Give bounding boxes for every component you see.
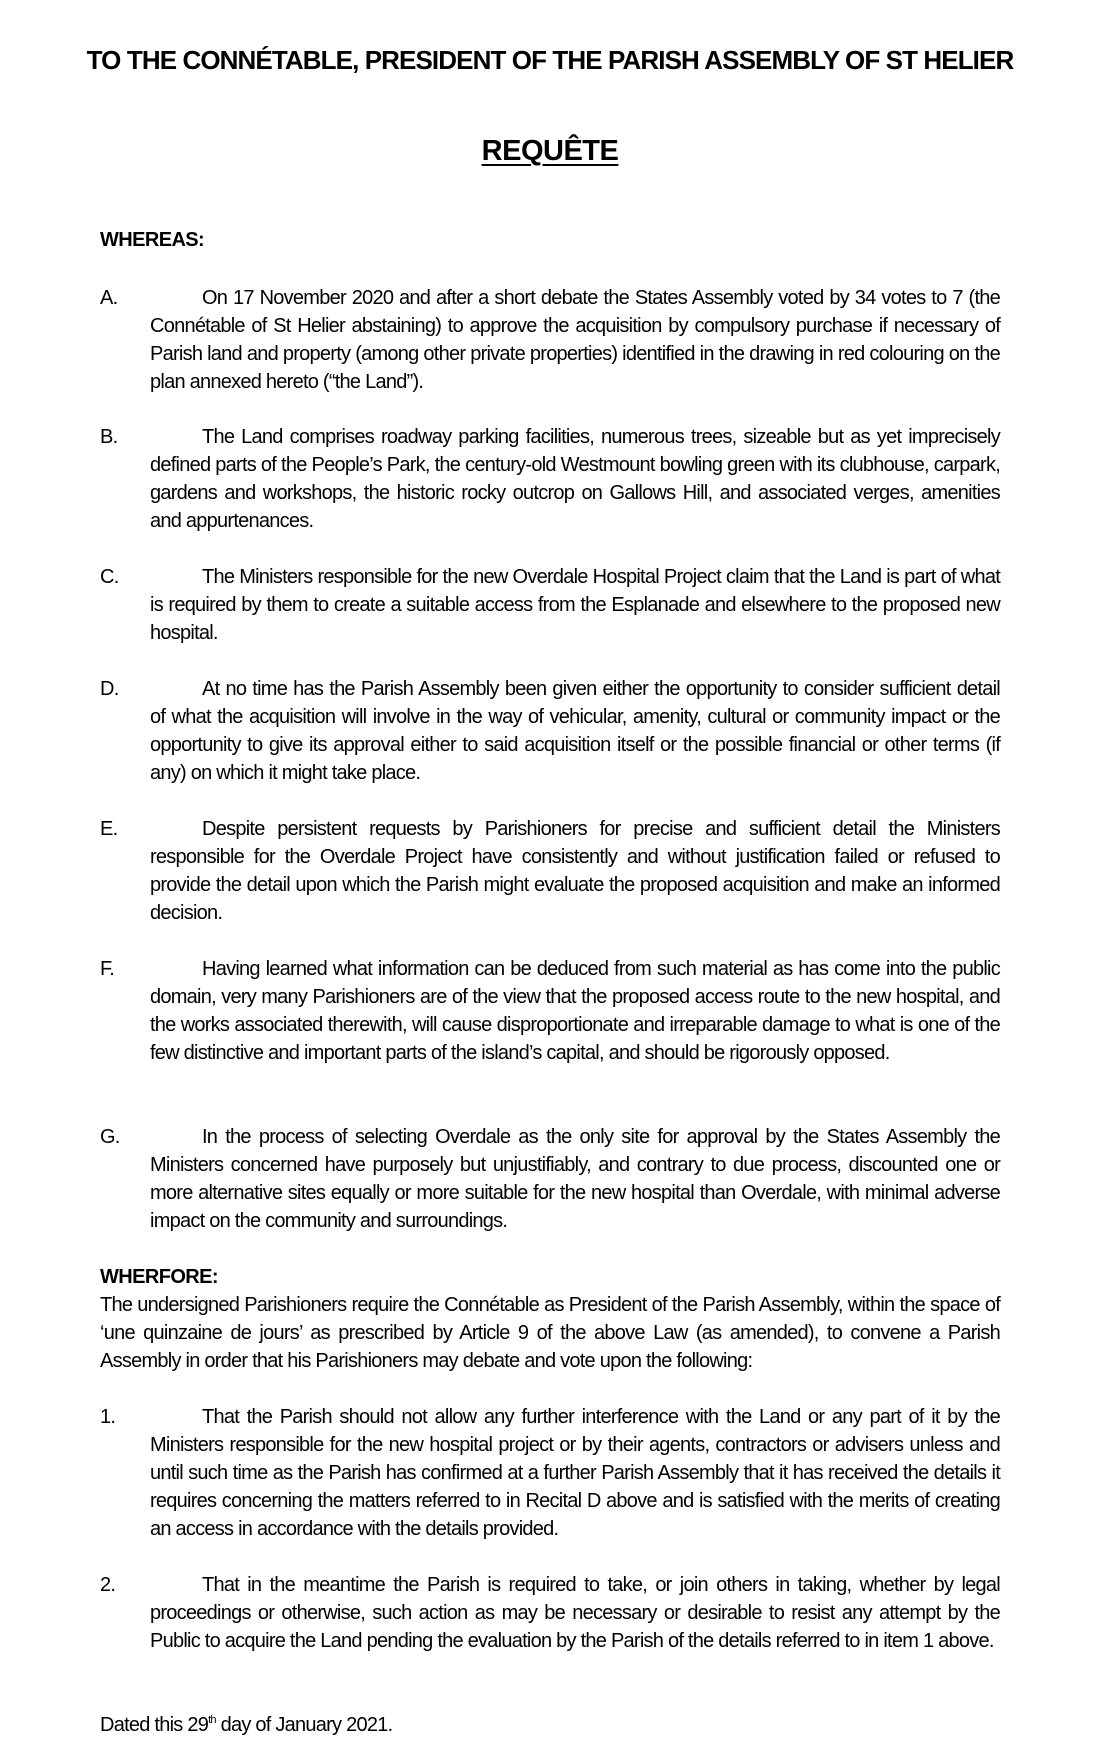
dated-rest: day of January 2021. [215, 1714, 393, 1736]
resolution-marker: 2. [100, 1574, 116, 1596]
resolution-1 [100, 1403, 1000, 1543]
recital-text: Despite persistent requests by Parishioners for precise and sufficient detail the Ministers responsible for the Overdale Project have consistently and without justification failed or refused to provide the detail upon which the Parish might evaluate the proposed acquisition and make an informed decision. [150, 818, 1000, 924]
dated-line [100, 1711, 1000, 1739]
recital-text: Having learned what information can be deduced from such material as has come into the public domain, very many Parishioners are of the view that the proposed access route to the new hospital, and the works associated therewith, will cause disproportionate and irreparable damage to what is one of the few distinctive and important parts of the island’s capital, and should be rigorously opposed. [150, 958, 1000, 1064]
resolution-2 [100, 1571, 1000, 1655]
whereas-label: WHEREAS: [100, 229, 205, 251]
recital-b [100, 423, 1000, 535]
recital-g [100, 1123, 1000, 1235]
recital-text: The Ministers responsible for the new Overdale Hospital Project claim that the Land is part of what is required by them to create a suitable access from the Esplanade and elsewhere to the proposed new hospital. [150, 566, 1000, 644]
resolution-marker: 1. [100, 1406, 116, 1428]
wherefore-text: The undersigned Parishioners require the Connétable as President of the Parish Assembly, within the space of ‘une quinzaine de jours’ as prescribed by Article 9 of the above Law (as amended), to convene a Parish Assembly in order that his Parishioners may debate and vote upon the following: [100, 1294, 1000, 1372]
recital-marker: A. [100, 287, 118, 309]
resolution-text: That in the meantime the Parish is required to take, or join others in taking, whether by legal proceedings or otherwise, such action as may be necessary or desirable to resist any attempt by the Public to acquire the Land pending the evaluation by the Parish of the details referred to in item 1 above. [150, 1574, 1000, 1652]
recital-marker: B. [100, 426, 118, 448]
recital-e [100, 815, 1000, 927]
recital-marker: F. [100, 958, 115, 980]
addressee-title: TO THE CONNÉTABLE, PRESIDENT OF THE PARISH ASSEMBLY OF ST HELIER [86, 45, 1014, 75]
recital-c [100, 563, 1000, 647]
recital-a [100, 284, 1000, 396]
recital-text: On 17 November 2020 and after a short debate the States Assembly voted by 34 votes to 7 (the Connétable of St Helier abstaining) to approve the acquisition by compulsory purchase if necessary of Parish land and property (among other private properties) identified in the drawing in red colouring on the plan annexed hereto (“the Land”). [150, 287, 1000, 393]
recital-text: At no time has the Parish Assembly been given either the opportunity to consider sufficient detail of what the acquisition will involve in the way of vehicular, amenity, cultural or community impact or the opportunity to give its approval either to said acquisition itself or the possible financial or other terms (if any) on which it might take place. [150, 678, 1000, 784]
recital-marker: C. [100, 566, 119, 588]
recital-f [100, 955, 1000, 1067]
recital-marker: D. [100, 678, 119, 700]
recital-d [100, 675, 1000, 787]
recital-marker: G. [100, 1126, 120, 1148]
dated-ordinal-suffix: th [208, 1714, 216, 1726]
dated-prefix: Dated this 29 [100, 1714, 209, 1736]
recital-text: The Land comprises roadway parking facilities, numerous trees, sizeable but as yet imprecisely defined parts of the People’s Park, the century-old Westmount bowling green with its clubhouse, carpark, gardens and workshops, the historic rocky outcrop on Gallows Hill, and associated verges, amenities and appurtenances. [150, 426, 1000, 532]
recital-marker: E. [100, 818, 118, 840]
wherefore-label: WHERFORE: [100, 1266, 218, 1288]
recital-text: In the process of selecting Overdale as the only site for approval by the States Assembly the Ministers concerned have purposely but unjustifiably, and contrary to due process, discounted one or more alternative sites equally or more suitable for the new hospital than Overdale, with minimal adverse impact on the community and surroundings. [150, 1126, 1000, 1232]
resolution-text: That the Parish should not allow any further interference with the Land or any part of it by the Ministers responsible for the new hospital project or by their agents, contractors or advisers unless and until such time as the Parish has confirmed at a further Parish Assembly that it has received the details it requires concerning the matters referred to in Recital D above and is satisfied with the merits of creating an access in accordance with the details provided. [150, 1406, 1000, 1540]
document-heading: REQUÊTE [481, 135, 619, 167]
